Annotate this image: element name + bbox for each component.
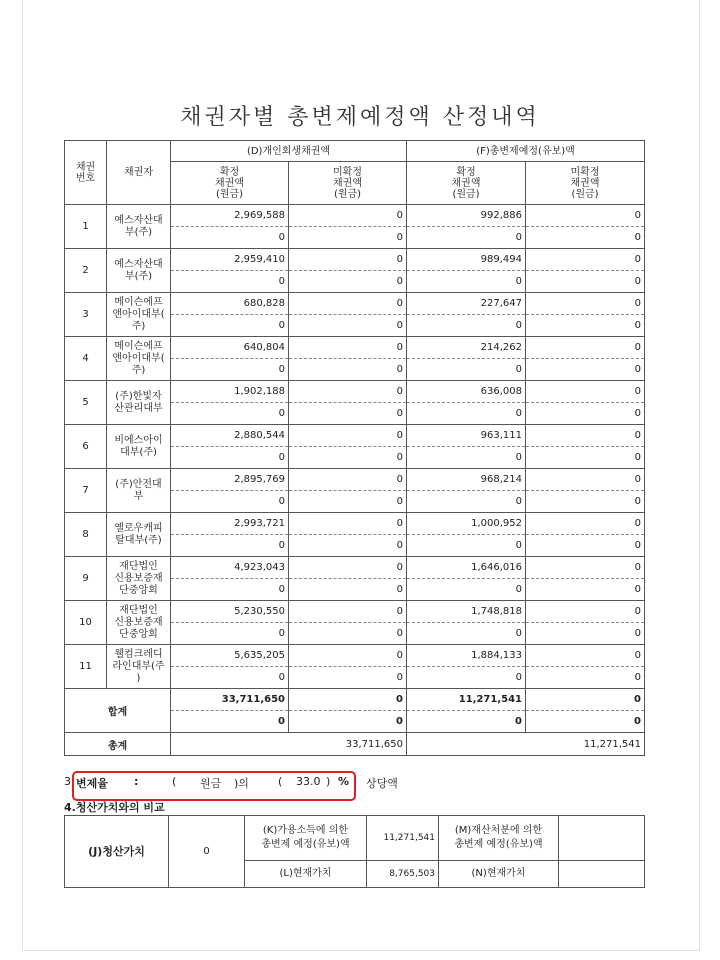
header-bond-no: 채권 번호 [65, 141, 107, 205]
f-confirmed: 227,647 [407, 293, 526, 315]
subtotal-d-unconfirmed: 0 [289, 689, 407, 711]
f-unconfirmed: 0 [526, 645, 645, 667]
f-unconfirmed: 0 [526, 271, 645, 293]
header-d-unconfirmed: 미확정 채권액 (원금) [289, 162, 407, 205]
d-confirmed: 2,993,721 [171, 513, 289, 535]
d-confirmed: 5,635,205 [171, 645, 289, 667]
present-value-l: 8,765,503 [367, 861, 439, 888]
f-confirmed: 968,214 [407, 469, 526, 491]
f-confirmed: 0 [407, 359, 526, 381]
f-unconfirmed: 0 [526, 403, 645, 425]
income-based-label: (K)가용소득에 의한 총변제 예정(유보)액 [245, 816, 367, 861]
subtotal-f-unconfirmed: 0 [526, 689, 645, 711]
present-value-l-label: (L)현재가치 [245, 861, 367, 888]
total-label: 총계 [65, 733, 171, 756]
liquidation-value-label: (J)청산가치 [65, 816, 169, 888]
d-confirmed: 0 [171, 227, 289, 249]
section3-number: 3 [64, 775, 71, 788]
f-confirmed: 0 [407, 403, 526, 425]
creditor-name: 웰컴크레디 라인대부(주 ) [107, 645, 171, 689]
d-unconfirmed: 0 [289, 557, 407, 579]
f-confirmed: 1,748,818 [407, 601, 526, 623]
f-unconfirmed: 0 [526, 293, 645, 315]
subtotal-f-unconfirmed-2: 0 [526, 711, 645, 733]
d-unconfirmed: 0 [289, 315, 407, 337]
section3-close-of: )의 [234, 777, 249, 790]
f-unconfirmed: 0 [526, 579, 645, 601]
d-unconfirmed: 0 [289, 293, 407, 315]
f-confirmed: 0 [407, 491, 526, 513]
d-unconfirmed: 0 [289, 623, 407, 645]
d-unconfirmed: 0 [289, 271, 407, 293]
subtotal-label: 합계 [65, 689, 171, 733]
f-unconfirmed: 0 [526, 469, 645, 491]
f-confirmed: 0 [407, 447, 526, 469]
header-creditor: 채권자 [107, 141, 171, 205]
d-unconfirmed: 0 [289, 667, 407, 689]
d-confirmed: 640,804 [171, 337, 289, 359]
f-confirmed: 963,111 [407, 425, 526, 447]
table-row [65, 645, 645, 667]
d-confirmed: 0 [171, 623, 289, 645]
d-unconfirmed: 0 [289, 337, 407, 359]
d-unconfirmed: 0 [289, 425, 407, 447]
d-confirmed: 4,923,043 [171, 557, 289, 579]
table-row [65, 293, 645, 315]
f-unconfirmed: 0 [526, 447, 645, 469]
table-row [65, 513, 645, 535]
f-confirmed: 0 [407, 227, 526, 249]
f-confirmed: 1,646,016 [407, 557, 526, 579]
bond-number: 11 [65, 645, 107, 689]
d-unconfirmed: 0 [289, 447, 407, 469]
total-d: 33,711,650 [171, 733, 407, 756]
d-unconfirmed: 0 [289, 403, 407, 425]
present-value-n [559, 861, 645, 888]
f-confirmed: 1,884,133 [407, 645, 526, 667]
f-confirmed: 0 [407, 667, 526, 689]
f-confirmed: 214,262 [407, 337, 526, 359]
table-row [65, 205, 645, 227]
creditor-name: 메이슨에프 앤아이대부( 주) [107, 337, 171, 381]
total-f: 11,271,541 [407, 733, 645, 756]
bond-number: 4 [65, 337, 107, 381]
f-confirmed: 0 [407, 579, 526, 601]
d-unconfirmed: 0 [289, 249, 407, 271]
header-d-confirmed: 확정 채권액 (원금) [171, 162, 289, 205]
d-confirmed: 0 [171, 271, 289, 293]
f-confirmed: 0 [407, 315, 526, 337]
creditor-name: 옐로우캐피 탈대부(주) [107, 513, 171, 557]
f-confirmed: 1,000,952 [407, 513, 526, 535]
creditor-name: 재단법인 신용보증재 단중앙회 [107, 601, 171, 645]
d-confirmed: 0 [171, 579, 289, 601]
subtotal-d-confirmed: 33,711,650 [171, 689, 289, 711]
present-value-n-label: (N)현재가치 [439, 861, 559, 888]
f-unconfirmed: 0 [526, 249, 645, 271]
d-unconfirmed: 0 [289, 359, 407, 381]
d-unconfirmed: 0 [289, 579, 407, 601]
subtotal-d-unconfirmed-2: 0 [289, 711, 407, 733]
asset-disposal-label: (M)재산처분에 의한 총변제 예정(유보)액 [439, 816, 559, 861]
bond-number: 9 [65, 557, 107, 601]
d-unconfirmed: 0 [289, 645, 407, 667]
f-unconfirmed: 0 [526, 205, 645, 227]
d-unconfirmed: 0 [289, 205, 407, 227]
comparison-table [64, 815, 645, 888]
subtotal-d-confirmed-2: 0 [171, 711, 289, 733]
f-unconfirmed: 0 [526, 601, 645, 623]
f-unconfirmed: 0 [526, 425, 645, 447]
section3-suffix: 상당액 [366, 777, 398, 790]
f-confirmed: 0 [407, 535, 526, 557]
table-row [65, 425, 645, 447]
creditor-name: 비에스아이 대부(주) [107, 425, 171, 469]
d-unconfirmed: 0 [289, 535, 407, 557]
liquidation-value: 0 [169, 816, 245, 888]
d-unconfirmed: 0 [289, 491, 407, 513]
f-unconfirmed: 0 [526, 557, 645, 579]
d-confirmed: 0 [171, 359, 289, 381]
section3-percent: % [338, 775, 350, 788]
f-unconfirmed: 0 [526, 337, 645, 359]
creditor-name: (주)한빛자 산관리대부 [107, 381, 171, 425]
bond-number: 5 [65, 381, 107, 425]
creditor-name: 메이슨에프 앤아이대부( 주) [107, 293, 171, 337]
section3-open: ( [172, 775, 177, 788]
d-confirmed: 0 [171, 315, 289, 337]
d-confirmed: 0 [171, 667, 289, 689]
header-group-d: (D)개인회생채권액 [171, 141, 407, 162]
f-unconfirmed: 0 [526, 535, 645, 557]
f-unconfirmed: 0 [526, 491, 645, 513]
table-row [65, 557, 645, 579]
creditor-name: 예스자산대 부(주) [107, 249, 171, 293]
section3-principal: 원금 [200, 777, 222, 790]
page-title: 채권자별 총변제예정액 산정내역 [180, 105, 540, 130]
d-unconfirmed: 0 [289, 601, 407, 623]
f-unconfirmed: 0 [526, 513, 645, 535]
d-confirmed: 0 [171, 491, 289, 513]
bond-number: 8 [65, 513, 107, 557]
creditor-table [64, 140, 645, 756]
bond-number: 7 [65, 469, 107, 513]
header-f-confirmed: 확정 채권액 (원금) [407, 162, 526, 205]
f-unconfirmed: 0 [526, 359, 645, 381]
table-row [65, 469, 645, 491]
d-unconfirmed: 0 [289, 381, 407, 403]
f-unconfirmed: 0 [526, 667, 645, 689]
f-confirmed: 989,494 [407, 249, 526, 271]
f-confirmed: 992,886 [407, 205, 526, 227]
f-unconfirmed: 0 [526, 315, 645, 337]
subtotal-f-confirmed: 11,271,541 [407, 689, 526, 711]
section3-colon: : [134, 775, 139, 788]
d-confirmed: 2,969,588 [171, 205, 289, 227]
bond-number: 6 [65, 425, 107, 469]
f-unconfirmed: 0 [526, 227, 645, 249]
f-unconfirmed: 0 [526, 381, 645, 403]
f-unconfirmed: 0 [526, 623, 645, 645]
d-confirmed: 2,959,410 [171, 249, 289, 271]
asset-disposal-value [559, 816, 645, 861]
creditor-name: 재단법인 신용보증재 단중앙회 [107, 557, 171, 601]
d-unconfirmed: 0 [289, 227, 407, 249]
f-confirmed: 636,008 [407, 381, 526, 403]
creditor-name: (주)안전대 부 [107, 469, 171, 513]
d-confirmed: 0 [171, 403, 289, 425]
section3-label: 변제율 [76, 777, 108, 790]
d-confirmed: 1,902,188 [171, 381, 289, 403]
d-confirmed: 0 [171, 447, 289, 469]
d-unconfirmed: 0 [289, 513, 407, 535]
creditor-name: 예스자산대 부(주) [107, 205, 171, 249]
bond-number: 2 [65, 249, 107, 293]
header-f-unconfirmed: 미확정 채권액 (원금) [526, 162, 645, 205]
highlight-box [72, 771, 356, 801]
bond-number: 3 [65, 293, 107, 337]
table-row [65, 381, 645, 403]
d-confirmed: 2,880,544 [171, 425, 289, 447]
bond-number: 10 [65, 601, 107, 645]
section3-open2: ( [278, 775, 283, 788]
d-confirmed: 680,828 [171, 293, 289, 315]
f-confirmed: 0 [407, 271, 526, 293]
table-row [65, 249, 645, 271]
subtotal-f-confirmed-2: 0 [407, 711, 526, 733]
bond-number: 1 [65, 205, 107, 249]
table-row [65, 337, 645, 359]
d-unconfirmed: 0 [289, 469, 407, 491]
section4-title: 4.청산가치와의 비교 [64, 801, 165, 814]
repayment-rate-value: 33.0 [296, 775, 321, 788]
f-confirmed: 0 [407, 623, 526, 645]
d-confirmed: 5,230,550 [171, 601, 289, 623]
d-confirmed: 0 [171, 535, 289, 557]
d-confirmed: 2,895,769 [171, 469, 289, 491]
table-row [65, 601, 645, 623]
header-group-f: (F)총변제예정(유보)액 [407, 141, 645, 162]
income-based-value: 11,271,541 [367, 816, 439, 861]
section3-close2: ) [326, 775, 331, 788]
